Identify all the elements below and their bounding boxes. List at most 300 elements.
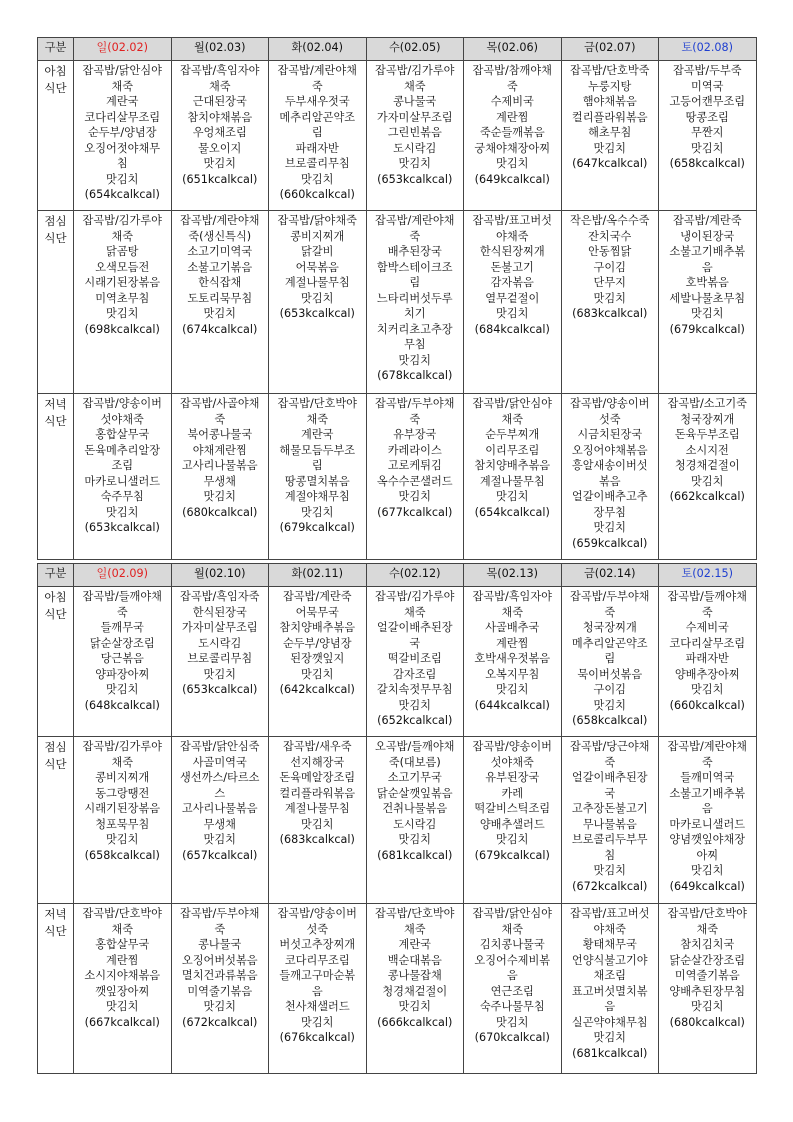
menu-item: 떡갈비스틱조림: [474, 802, 551, 815]
menu-item: 잡곡밥/단호박야: [82, 907, 162, 920]
menu-cell: [74, 737, 172, 904]
menu-item: 청국장찌개: [680, 412, 735, 426]
meal-label: [38, 737, 74, 904]
menu-cell: [561, 904, 659, 1074]
menu-cell: [366, 394, 464, 560]
menu-item: 고등어캔무조림: [669, 95, 746, 108]
menu-item: 사골배추국: [485, 621, 540, 634]
menu-item: 도시락김: [393, 817, 437, 831]
menu-item: 어묵볶음: [295, 260, 339, 274]
meal-label: [38, 587, 74, 737]
menu-item: (670kcalkcal): [474, 1031, 550, 1044]
menu-item: 야채죽: [496, 229, 529, 243]
day-header: 금(02.07): [561, 38, 659, 61]
gubun-header: 구분: [38, 38, 74, 61]
day-header: 목(02.06): [464, 38, 562, 61]
menu-item: 맛김치: [496, 1015, 529, 1029]
menu-item: 맛김치: [496, 490, 529, 503]
day-header: 수(02.05): [366, 38, 464, 61]
menu-item: 수제비국: [490, 95, 534, 108]
menu-item: 마카로니샐러드: [84, 474, 161, 488]
menu-cell: [659, 904, 757, 1074]
menu-item: 백순대볶음: [387, 953, 442, 967]
meal-label-line: 아침: [44, 64, 67, 78]
menu-item: 어묵무국: [295, 605, 339, 619]
menu-item: 림: [604, 652, 616, 665]
meal-label: [38, 394, 74, 560]
menu-item: 무침: [403, 338, 426, 351]
menu-item: (676kcalkcal): [279, 1031, 355, 1044]
menu-item: 계절나물무침: [479, 474, 545, 488]
menu-item: 마카로니샐러드: [669, 817, 746, 831]
menu-cell: [74, 904, 172, 1074]
day-header: 토(02.08): [659, 38, 757, 61]
menu-item: 실곤약야채무침: [571, 1015, 648, 1029]
menu-item: 배추된장국: [387, 245, 442, 258]
menu-item: 콩나물국: [198, 938, 242, 951]
menu-item: (677kcalkcal): [377, 505, 453, 519]
menu-item: 맛김치: [398, 157, 431, 170]
menu-item: 궁채야채장아찌: [474, 141, 551, 155]
menu-item: (652kcalkcal): [377, 714, 453, 727]
menu-item: 메추리알곤약조: [571, 636, 648, 650]
menu-item: 잡곡밥/김가루야: [375, 590, 455, 603]
menu-item: 잡곡밥/당근야채: [570, 740, 650, 753]
menu-cell: [464, 904, 562, 1074]
menu-item: 한식잡채: [198, 276, 242, 289]
menu-item: 그린빈볶음: [387, 126, 442, 139]
menu-item: 무생채: [203, 474, 236, 488]
menu-item: 계란찜: [106, 953, 139, 967]
menu-item: 죽: [701, 605, 713, 619]
menu-cell: [561, 61, 659, 211]
menu-item: 닭갈비: [301, 245, 334, 258]
menu-item: 열무겉절이: [485, 291, 540, 305]
menu-item: 구이김: [593, 260, 626, 274]
menu-item: 맛김치: [106, 505, 139, 519]
menu-item: 브로콜리두부무: [571, 833, 648, 846]
menu-item: 잡곡밥/표고버섯: [472, 214, 552, 227]
menu-item: 고로케튀김: [387, 459, 442, 472]
menu-item: 시래기된장볶음: [84, 276, 161, 289]
menu-item: 카레: [501, 786, 524, 800]
menu-item: (679kcalkcal): [669, 322, 745, 336]
menu-cell: [464, 211, 562, 394]
menu-item: 장무침: [593, 505, 626, 519]
menu-item: 시래기된장볶음: [84, 802, 161, 815]
menu-item: 소고기무국: [387, 771, 442, 784]
menu-item: 맛김치: [203, 667, 236, 681]
menu-item: 섯죽: [598, 412, 621, 426]
menu-item: 천사채샐러드: [284, 1000, 350, 1013]
menu-item: 잡곡밥/닭안심죽: [180, 740, 260, 753]
menu-item: 메추리알곤약조: [279, 110, 356, 124]
menu-item: 이리무조림: [485, 443, 540, 457]
menu-item: 들깨미역국: [680, 771, 735, 784]
menu-item: 채죽: [306, 412, 329, 426]
menu-item: 사골미역국: [192, 755, 247, 769]
menu-cell: [171, 61, 269, 211]
menu-item: 계란찜: [496, 636, 529, 650]
menu-item: 미역줄기볶음: [187, 984, 253, 998]
menu-item: (649kcalkcal): [669, 879, 745, 893]
menu-item: 청경채겉절이: [382, 984, 448, 998]
menu-item: 섯죽: [306, 922, 329, 936]
menu-item: 치커리초고추장: [376, 322, 453, 336]
menu-item: 양념깻잎야채장: [669, 833, 746, 846]
menu-item: 호박볶음: [685, 276, 729, 289]
breakfast-row: [38, 587, 757, 737]
menu-item: 홍합살무국: [95, 428, 150, 441]
day-header: 일(02.02): [74, 38, 172, 61]
menu-item: 얼갈이배추된장: [571, 771, 648, 784]
menu-item: 맛김치: [106, 833, 139, 846]
menu-item: 청포묵무침: [95, 817, 150, 831]
menu-item: 콩나물잡채: [387, 969, 442, 982]
menu-item: 순두부/양념장: [87, 126, 157, 139]
menu-item: 잡곡밥/김가루야: [82, 214, 162, 227]
week1-meal-table: [37, 37, 757, 560]
menu-item: 세발나물초무침: [669, 291, 746, 305]
menu-item: 채죽: [696, 922, 719, 936]
meal-label: [38, 61, 74, 211]
menu-item: 콩나물국: [393, 95, 437, 108]
menu-item: (666kcalkcal): [377, 1015, 453, 1029]
menu-item: (672kcalkcal): [572, 879, 648, 893]
menu-item: 맛김치: [691, 307, 724, 320]
menu-item: 소시지전: [685, 443, 729, 457]
menu-item: (654kcalkcal): [474, 505, 550, 519]
menu-item: 참치김치국: [680, 938, 735, 951]
menu-cell: [74, 211, 172, 394]
menu-item: 침: [604, 848, 616, 862]
menu-item: 채죽: [501, 605, 524, 619]
day-header: 월(02.03): [171, 38, 269, 61]
lunch-row: [38, 737, 757, 904]
menu-item: 양파장아찌: [95, 667, 150, 681]
menu-item: (653kcalkcal): [182, 683, 258, 696]
menu-item: 맛김치: [496, 157, 529, 170]
meal-label-line: 식단: [44, 924, 67, 938]
menu-item: 림: [311, 459, 323, 472]
menu-item: 안동찜닭: [588, 245, 632, 258]
menu-item: 죽: [604, 605, 616, 619]
menu-item: 스: [214, 786, 226, 800]
menu-cell: [171, 737, 269, 904]
menu-item: 흥알새송이버섯: [571, 459, 648, 472]
menu-item: 가자미살무조림: [181, 621, 258, 634]
menu-item: 잡곡밥/흑임자죽: [180, 590, 260, 603]
menu-item: 옥수수콘샐러드: [376, 474, 453, 488]
day-header: 화(02.04): [269, 38, 367, 61]
menu-item: (678kcalkcal): [377, 369, 453, 382]
menu-item: 죽: [214, 922, 226, 936]
header-row: [38, 564, 757, 587]
menu-item: 근대된장국: [192, 95, 247, 108]
menu-item: 한식된장찌개: [479, 245, 545, 258]
day-header: 금(02.14): [561, 564, 659, 587]
menu-item: 잡곡밥/양송이버: [277, 907, 357, 920]
menu-item: 국: [604, 786, 616, 800]
menu-item: 계란찜: [496, 110, 529, 124]
menu-item: 누룽지탕: [588, 79, 632, 93]
menu-item: 양배추장아찌: [674, 667, 740, 681]
menu-item: 잡곡밥/두부야채: [375, 397, 455, 410]
dinner-row: [38, 394, 757, 560]
menu-cell: [269, 394, 367, 560]
menu-item: 채죽: [501, 922, 524, 936]
menu-item: 잡곡밥/계란죽: [672, 214, 742, 227]
menu-item: 잡곡밥/닭안심야: [472, 907, 552, 920]
menu-item: 계절나물무침: [284, 802, 350, 815]
menu-item: (658kcalkcal): [669, 157, 745, 170]
menu-item: 오징어버섯볶음: [181, 953, 258, 967]
menu-item: (684kcalkcal): [474, 322, 550, 336]
menu-item: 채죽: [111, 229, 134, 243]
menu-cell: [171, 904, 269, 1074]
menu-item: 우엉채조림: [192, 126, 247, 139]
menu-item: (674kcalkcal): [182, 322, 258, 336]
menu-item: (660kcalkcal): [279, 188, 355, 201]
meal-label: [38, 211, 74, 394]
meal-label-line: 식단: [44, 231, 67, 245]
menu-item: 맛김치: [691, 474, 724, 488]
menu-item: 아찌: [696, 848, 719, 862]
menu-item: 닭곰탕: [106, 245, 139, 258]
menu-item: 잡곡밥/양송이버: [82, 397, 162, 410]
menu-item: (681kcalkcal): [377, 848, 453, 862]
menu-item: 청경채겉절이: [674, 459, 740, 472]
menu-item: 잡곡밥/들깨야채: [82, 590, 162, 603]
dinner-row: [38, 904, 757, 1074]
menu-item: 채죽: [111, 755, 134, 769]
menu-item: 섯야채죽: [490, 755, 534, 769]
menu-item: 잡곡밥/계란야채: [375, 214, 455, 227]
menu-item: 죽: [506, 79, 518, 93]
menu-item: 무짠지: [691, 126, 724, 139]
menu-item: 미역국: [691, 79, 724, 93]
menu-item: 얼갈이배추고추: [571, 490, 648, 503]
menu-item: 잡곡밥/닭야채죽: [277, 214, 357, 227]
meal-label-line: 아침: [44, 590, 67, 604]
menu-item: (653kcalkcal): [84, 521, 160, 534]
menu-item: 맛김치: [301, 667, 334, 681]
menu-item: 죽(생신특식): [188, 229, 252, 243]
menu-item: 섯야채죽: [100, 412, 144, 426]
menu-item: 구이김: [593, 683, 626, 696]
menu-item: 해초무침: [588, 126, 632, 139]
menu-item: 표고버섯멸치볶: [571, 984, 648, 998]
menu-item: (657kcalkcal): [182, 848, 258, 862]
menu-item: 잡곡밥/소고기죽: [667, 397, 747, 410]
menu-item: 채죽: [111, 79, 134, 93]
menu-item: 닭순살간장조림: [669, 953, 746, 967]
menu-cell: [366, 211, 464, 394]
menu-item: 계절야채무침: [284, 490, 350, 503]
menu-item: 북어콩나물국: [187, 428, 253, 441]
menu-item: 맛김치: [398, 353, 431, 367]
menu-cell: [269, 587, 367, 737]
menu-item: 순두부찌개: [485, 428, 540, 441]
menu-item: 잡곡밥/흑임자야: [180, 64, 260, 77]
menu-item: 당근볶음: [100, 652, 144, 665]
week2-meal-table: [37, 563, 757, 1074]
menu-item: (660kcalkcal): [669, 698, 745, 712]
menu-item: 음: [506, 969, 518, 982]
menu-item: 음: [701, 260, 713, 274]
menu-cell: [561, 737, 659, 904]
menu-item: 잡곡밥/단호박야: [277, 397, 357, 410]
menu-item: 카레라이스: [387, 443, 442, 457]
meal-label-line: 저녁: [44, 397, 67, 411]
menu-item: 림: [409, 276, 421, 289]
menu-item: 고사리나물볶음: [181, 459, 258, 472]
menu-item: (648kcalkcal): [84, 698, 160, 712]
menu-item: 잡곡밥/사골야채: [180, 397, 260, 410]
menu-item: 함박스테이크조: [376, 260, 453, 274]
menu-item: 황태채무국: [582, 938, 637, 951]
menu-item: 코다리살무조림: [669, 636, 746, 650]
menu-item: 맛김치: [398, 698, 431, 712]
menu-item: 햄야채볶음: [582, 95, 637, 108]
menu-item: 맛김치: [496, 833, 529, 846]
meal-label-line: 식단: [44, 414, 67, 428]
menu-item: 맛김치: [301, 1015, 334, 1029]
gubun-header: 구분: [38, 564, 74, 587]
menu-item: 맛김치: [496, 307, 529, 320]
menu-cell: [171, 587, 269, 737]
menu-item: 음: [701, 802, 713, 815]
menu-item: 잡곡밥/참깨야채: [472, 64, 552, 77]
menu-item: 채죽: [403, 605, 426, 619]
menu-item: (683kcalkcal): [572, 307, 648, 320]
menu-item: 음: [311, 984, 323, 998]
menu-cell: [171, 394, 269, 560]
menu-item: 코다리무조림: [284, 953, 350, 967]
menu-item: 맛김치: [691, 141, 724, 155]
menu-item: 유부장국: [393, 428, 437, 441]
menu-cell: [74, 587, 172, 737]
menu-item: 죽: [604, 755, 616, 769]
menu-item: (653kcalkcal): [377, 172, 453, 186]
menu-item: 동그랑땡전: [95, 786, 150, 800]
menu-item: 돈불고기: [490, 260, 534, 274]
day-header: 일(02.09): [74, 564, 172, 587]
menu-item: 느타리버섯두루: [376, 291, 453, 305]
menu-item: 맛김치: [203, 307, 236, 320]
menu-item: 잡곡밥/계란야채: [667, 740, 747, 753]
menu-item: 소시지야채볶음: [84, 969, 161, 982]
menu-item: 무나물볶음: [582, 817, 637, 831]
menu-cell: [171, 211, 269, 394]
menu-item: 맛김치: [593, 698, 626, 712]
menu-item: 잡곡밥/닭안심야: [472, 397, 552, 410]
menu-item: 맛김치: [593, 1031, 626, 1044]
menu-item: 고사리나물볶음: [181, 802, 258, 815]
menu-item: 맛김치: [106, 683, 139, 696]
menu-cell: [659, 587, 757, 737]
menu-cell: [561, 211, 659, 394]
meal-label-line: 저녁: [44, 907, 67, 921]
menu-item: 언양식불고기야: [571, 953, 648, 967]
menu-item: 죽: [311, 79, 323, 93]
menu-item: 숙주무침: [100, 490, 144, 503]
menu-item: (659kcalkcal): [572, 536, 648, 550]
menu-item: (658kcalkcal): [572, 714, 648, 727]
menu-item: 맛김치: [301, 291, 334, 305]
menu-item: (681kcalkcal): [572, 1046, 648, 1060]
menu-cell: [659, 394, 757, 560]
menu-item: 죽순들깨볶음: [479, 126, 545, 139]
menu-item: 잡곡밥/단호박죽: [570, 64, 650, 77]
menu-item: 들깨무국: [100, 621, 144, 634]
menu-item: 땅콩멸치볶음: [284, 474, 350, 488]
menu-item: 잡곡밥/두부죽: [672, 64, 742, 77]
menu-item: 도시락김: [198, 636, 242, 650]
menu-item: 참치야채볶음: [187, 110, 253, 124]
meal-label-line: 식단: [44, 81, 67, 95]
menu-item: 치기: [403, 307, 426, 320]
menu-item: 순두부/양념장: [282, 636, 352, 650]
menu-item: (679kcalkcal): [279, 521, 355, 534]
menu-item: 물오이지: [198, 141, 242, 155]
menu-item: 김치콩나물국: [479, 938, 545, 951]
menu-cell: [269, 737, 367, 904]
menu-item: 호박새우젓볶음: [474, 652, 551, 665]
menu-item: 잡곡밥/닭안심야: [82, 64, 162, 77]
menu-item: 채죽: [208, 79, 231, 93]
menu-item: 오징어야채볶음: [571, 443, 648, 457]
menu-item: 야채계란찜: [192, 443, 247, 457]
day-header: 수(02.12): [366, 564, 464, 587]
menu-item: 맛김치: [106, 1000, 139, 1013]
menu-item: 떡갈비조림: [387, 652, 442, 665]
menu-item: 무생채: [203, 817, 236, 831]
menu-item: 잡곡밥/계란야채: [277, 64, 357, 77]
menu-item: 오곡밥/들깨야채: [375, 740, 455, 753]
menu-item: 맛김치: [398, 833, 431, 846]
menu-item: 멸치건과류볶음: [181, 969, 258, 982]
menu-item: 맛김치: [496, 683, 529, 696]
menu-item: 맛김치: [301, 817, 334, 831]
menu-item: 참치양배추볶음: [474, 459, 551, 472]
menu-item: 오징어젓야채무: [84, 141, 161, 155]
menu-item: 채죽: [501, 412, 524, 426]
menu-item: 돈육메추리알장: [84, 443, 161, 457]
menu-item: 양배추샐러드: [479, 817, 545, 831]
menu-item: 브로콜리무침: [284, 157, 350, 170]
menu-item: (649kcalkcal): [474, 172, 550, 186]
menu-item: 림: [311, 126, 323, 139]
menu-item: 죽: [409, 229, 421, 243]
menu-item: 맛김치: [691, 1000, 724, 1013]
menu-cell: [74, 61, 172, 211]
menu-item: 콩비지찌개: [290, 229, 345, 243]
menu-item: 국: [409, 636, 421, 650]
menu-item: 땅콩조림: [685, 110, 729, 124]
menu-item: 생선까스/타르소: [180, 771, 260, 784]
menu-cell: [366, 61, 464, 211]
menu-item: 맛김치: [593, 864, 626, 877]
menu-item: 참치양배추볶음: [279, 621, 356, 634]
menu-item: 두부새우젓국: [284, 95, 350, 108]
menu-item: 선지해장국: [290, 755, 345, 769]
day-header: 화(02.11): [269, 564, 367, 587]
menu-item: 건취나물볶음: [382, 802, 448, 815]
menu-item: 홍합살무국: [95, 938, 150, 951]
meal-label-line: 식단: [44, 607, 67, 621]
menu-cell: [269, 61, 367, 211]
